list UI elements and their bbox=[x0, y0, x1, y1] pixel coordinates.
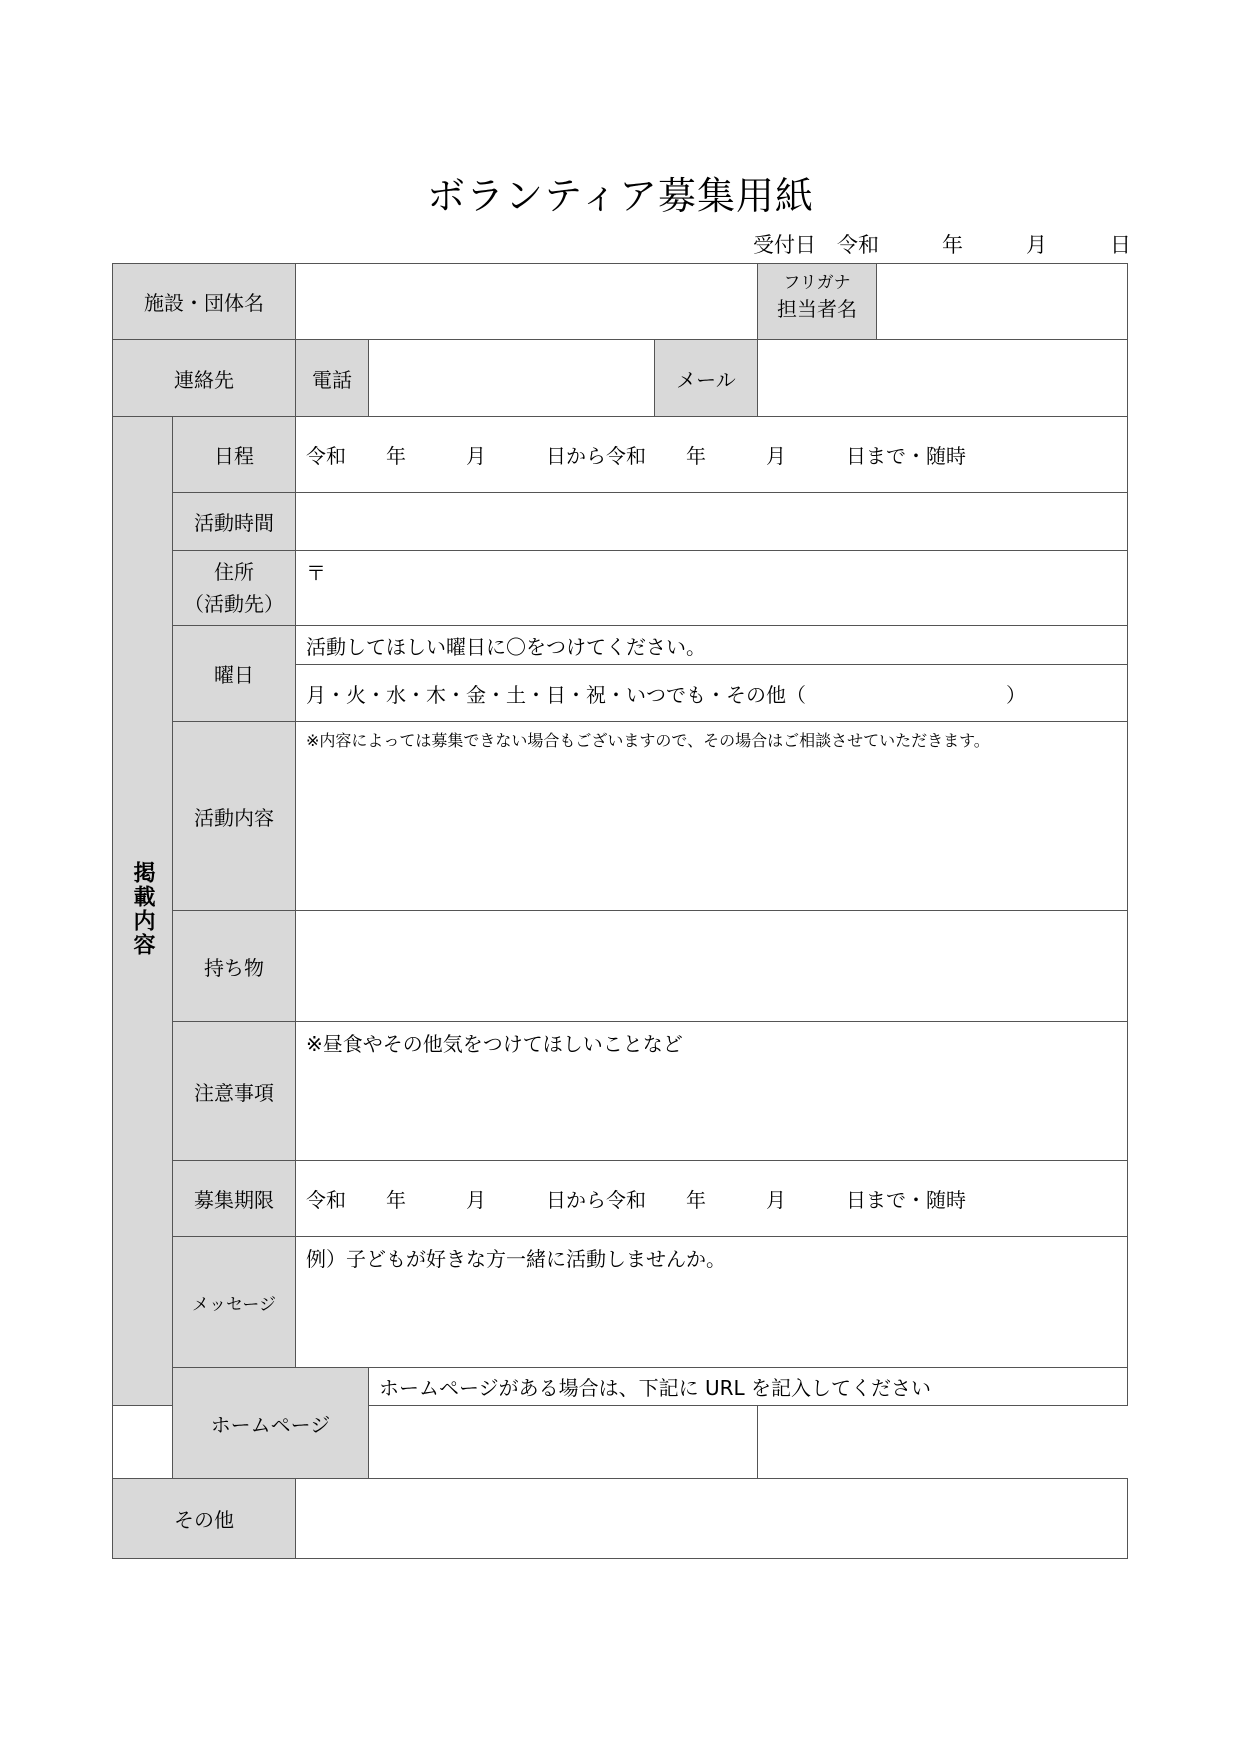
section-label-cell bbox=[113, 417, 173, 1406]
homepage-label: ホームページ bbox=[173, 1368, 369, 1479]
address-input[interactable]: 〒 bbox=[296, 551, 1128, 626]
other-input[interactable] bbox=[296, 1479, 1128, 1559]
contact-person-input[interactable] bbox=[877, 264, 1128, 340]
contact-person-label-cell bbox=[758, 264, 877, 340]
section-label: 掲載内容 bbox=[130, 860, 155, 957]
address-label: 住所 bbox=[214, 560, 254, 584]
volunteer-form-table bbox=[112, 263, 1128, 1559]
content-input[interactable]: ※内容によっては募集できない場合もございますので、その場合はご相談させていただきます。 bbox=[296, 722, 1128, 911]
homepage-input[interactable] bbox=[113, 1406, 758, 1479]
mail-input[interactable] bbox=[758, 340, 1128, 417]
mail-label: メール bbox=[655, 340, 758, 417]
facility-label: 施設・団体名 bbox=[113, 264, 296, 340]
deadline-input[interactable]: 令和 年 月 日から令和 年 月 日まで・随時 bbox=[296, 1161, 1128, 1237]
content-label: 活動内容 bbox=[173, 722, 296, 911]
notes-label: 注意事項 bbox=[173, 1022, 296, 1161]
weekday-label: 曜日 bbox=[173, 626, 296, 722]
contact-person-label: 担当者名 bbox=[777, 297, 857, 321]
furigana-label: フリガナ bbox=[783, 273, 851, 293]
schedule-input[interactable]: 令和 年 月 日から令和 年 月 日まで・随時 bbox=[296, 417, 1128, 493]
other-label: その他 bbox=[113, 1479, 296, 1559]
facility-input[interactable] bbox=[296, 264, 758, 340]
address-sub-label: （活動先） bbox=[184, 592, 284, 616]
message-label: メッセージ bbox=[173, 1237, 296, 1368]
hours-label: 活動時間 bbox=[173, 493, 296, 551]
address-label-cell bbox=[173, 551, 296, 626]
schedule-label: 日程 bbox=[173, 417, 296, 493]
phone-input[interactable] bbox=[369, 340, 655, 417]
phone-label: 電話 bbox=[296, 340, 369, 417]
weekday-options[interactable]: 月・火・水・木・金・土・日・祝・いつでも・その他（ ） bbox=[296, 665, 1128, 722]
deadline-label: 募集期限 bbox=[173, 1161, 296, 1237]
message-input[interactable]: 例）子どもが好きな方一緒に活動しませんか。 bbox=[296, 1237, 1128, 1368]
contact-label: 連絡先 bbox=[113, 340, 296, 417]
belongings-input[interactable] bbox=[296, 911, 1128, 1022]
homepage-note: ホームページがある場合は、下記に URL を記入してください bbox=[369, 1368, 1128, 1406]
hours-input[interactable] bbox=[296, 493, 1128, 551]
weekday-instruction: 活動してほしい曜日に〇をつけてください。 bbox=[296, 626, 1128, 665]
belongings-label: 持ち物 bbox=[173, 911, 296, 1022]
page-title: ボランティア募集用紙 bbox=[427, 174, 814, 218]
notes-input[interactable]: ※昼食やその他気をつけてほしいことなど bbox=[296, 1022, 1128, 1161]
receipt-date-line: 受付日 令和 年 月 日 bbox=[753, 233, 1131, 257]
